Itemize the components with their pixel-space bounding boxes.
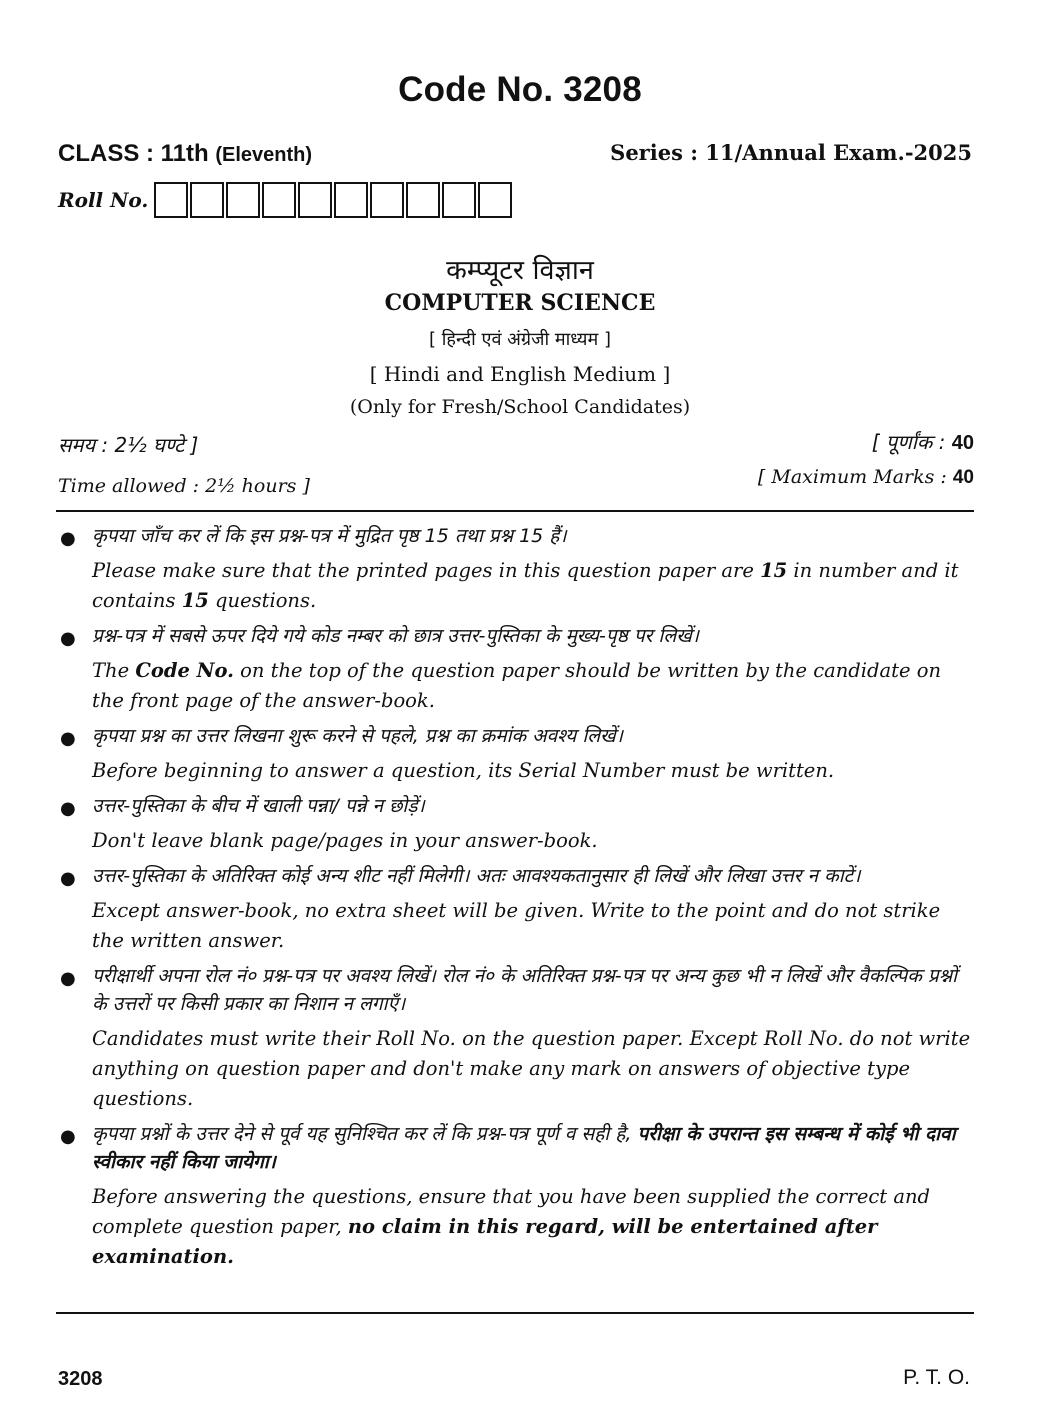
instruction-text: कृपया प्रश्नों के उत्तर देने से पूर्व यह सुनिश्चित कर लें कि प्रश्न-पत्र पूर्ण व सही है, (92, 1123, 638, 1145)
instruction-text: The (92, 659, 136, 682)
footer-code: 3208 (58, 1368, 103, 1390)
instruction-english (92, 1182, 974, 1272)
roll-box[interactable] (334, 182, 368, 218)
medium-hindi: [ हिन्दी एवं अंग्रेजी माध्यम ] (429, 329, 611, 350)
instruction-bold: no claim in this regard, will be entertained after examination. (92, 1215, 878, 1268)
instruction-text: on the top of the question paper should be written by the candidate on the front page of the answer-book. (92, 659, 941, 712)
subject-title-english: COMPUTER SCIENCE (384, 290, 656, 316)
instruction-hindi: उत्तर-पुस्तिका के अतिरिक्त कोई अन्य शीट नहीं मिलेगी। अतः आवश्यकतानुसार ही लिखें और लिखा उत्तर न काटें। (92, 865, 861, 887)
medium-english: [ Hindi and English Medium ] (369, 362, 671, 386)
class-label (58, 140, 312, 168)
instruction-english: Candidates must write their Roll No. on the question paper. Except Roll No. do not write anything on question paper and don't make any mark on answers of objective type questions. (92, 1027, 971, 1110)
subject-title-hindi: कम्प्यूटर विज्ञान (446, 255, 594, 286)
instruction-hindi (92, 1120, 974, 1176)
top-divider (56, 510, 974, 512)
roll-box[interactable] (370, 182, 404, 218)
roll-number-label: Roll No. (58, 188, 149, 212)
roll-box[interactable] (298, 182, 332, 218)
time-allowed-hindi: समय : 2½ घण्टे ] (58, 433, 199, 457)
roll-box[interactable] (154, 182, 188, 218)
roll-box[interactable] (262, 182, 296, 218)
max-marks-hindi (872, 428, 974, 455)
instruction-hindi: कृपया जाँच कर लें कि इस प्रश्न-पत्र में मुद्रित पृष्ठ 15 तथा प्रश्न 15 हैं। (92, 525, 567, 547)
roll-box[interactable] (226, 182, 260, 218)
bullet-icon: ● (60, 868, 76, 889)
bullet-icon: ● (60, 628, 76, 649)
instruction-bold: 15 (760, 559, 788, 582)
bullet-icon: ● (60, 798, 76, 819)
instruction-item (56, 962, 974, 1114)
instruction-english (92, 656, 974, 716)
roll-number-boxes[interactable] (154, 182, 514, 218)
bullet-icon: ● (60, 1126, 76, 1147)
instruction-hindi: प्रश्न-पत्र में सबसे ऊपर दिये गये कोड नम्बर को छात्र उत्तर-पुस्तिका के मुख्य-पृष्ठ पर लिखें। (92, 625, 699, 647)
instruction-text: Please make sure that the printed pages in this question paper are (92, 559, 761, 582)
instruction-item (56, 722, 974, 786)
roll-box[interactable] (190, 182, 224, 218)
instruction-english: Don't leave blank page/pages in your answer-book. (92, 829, 598, 852)
instruction-bold: 15 (181, 589, 209, 612)
instruction-item (56, 792, 974, 856)
max-marks-english-label: [ Maximum Marks : (757, 466, 947, 488)
instruction-hindi: परीक्षार्थी अपना रोल नं० प्रश्न-पत्र पर अवश्य लिखें। रोल नं० के अतिरिक्त प्रश्न-पत्र पर अन्य कुछ भी न लिखें और वैकल्पिक प्रश्नों के उत्तरों पर किसी प्रकार का निशान न लगाएँ। (92, 965, 958, 1015)
bullet-icon: ● (60, 968, 76, 989)
instruction-item (56, 1120, 974, 1272)
roll-box[interactable] (478, 182, 512, 218)
class-suffix: (Eleventh) (215, 144, 313, 166)
max-marks-english (758, 466, 974, 489)
instruction-item (56, 862, 974, 956)
instruction-english: Before beginning to answer a question, its Serial Number must be written. (92, 759, 835, 782)
instruction-item (56, 522, 974, 616)
bottom-divider (56, 1312, 974, 1314)
max-marks-hindi-label: [ पूर्णांक : (871, 430, 946, 454)
instruction-text: questions. (208, 589, 317, 612)
instruction-hindi: उत्तर-पुस्तिका के बीच में खाली पन्ना/ पन्ने न छोड़ें। (92, 795, 425, 817)
time-allowed-english: Time allowed : 2½ hours ] (58, 475, 310, 497)
instruction-bold: Code No. (135, 659, 234, 682)
instruction-hindi: कृपया प्रश्न का उत्तर लिखना शुरू करने से पहले, प्रश्न का क्रमांक अवश्य लिखें। (92, 725, 623, 747)
instruction-text: Before answering the questions, ensure that you have been supplied the correct and complete question paper, (92, 1185, 930, 1238)
instruction-english (92, 556, 974, 616)
instruction-english: Except answer-book, no extra sheet will be given. Write to the point and do not strike the written answer. (92, 899, 941, 952)
roll-box[interactable] (442, 182, 476, 218)
bullet-icon: ● (60, 728, 76, 749)
series-label: Series : 11/Annual Exam.-2025 (610, 140, 972, 165)
instruction-text: in number and it contains (92, 559, 959, 612)
bullet-icon: ● (60, 528, 76, 549)
instructions-list (56, 522, 974, 1278)
instruction-item (56, 622, 974, 716)
code-number: Code No. 3208 (398, 70, 642, 109)
candidate-type: (Only for Fresh/School Candidates) (349, 396, 691, 418)
class-text: CLASS : 11th (58, 140, 209, 167)
max-marks-hindi-value: 40 (951, 432, 974, 454)
roll-box[interactable] (406, 182, 440, 218)
max-marks-english-value: 40 (952, 467, 974, 488)
please-turn-over: P. T. O. (903, 1366, 970, 1389)
instruction-bold: परीक्षा के उपरान्त इस सम्बन्ध में कोई भी दावा स्वीकार नहीं किया जायेगा। (92, 1123, 956, 1173)
